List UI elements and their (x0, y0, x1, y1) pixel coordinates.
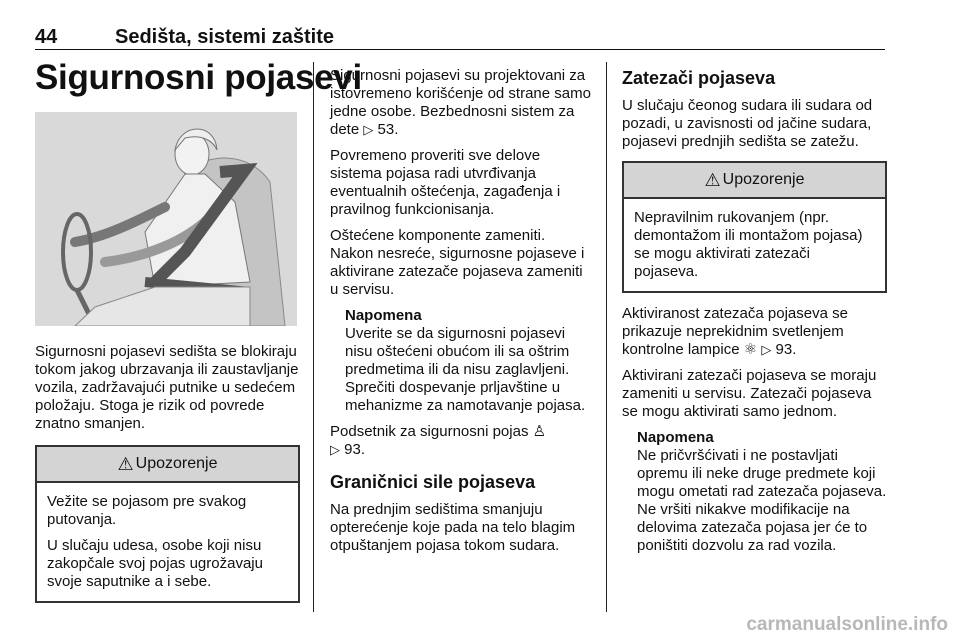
column-divider-1 (313, 62, 314, 612)
note-heading: Napomena (637, 429, 714, 446)
header-rule (35, 49, 885, 50)
subheading-force-limiters: Graničnici sile pojaseva (330, 472, 536, 492)
warning-triangle-icon: ⚠ (117, 454, 134, 474)
paragraph-reminder (330, 423, 592, 459)
warning-text-1: Vežite se pojasom pre svakog putovanja. (47, 493, 247, 528)
page-reference-icon: ▷ (761, 342, 772, 357)
paragraph-activated: Aktivirani zatezači pojaseva se moraju zameniti u servisu. Zatezači pojaseva se mogu aktivirati samo jednom. (622, 367, 877, 420)
page-number: 44 (35, 26, 58, 48)
warning-body (624, 199, 885, 291)
paragraph-tensioners: U slučaju čeonog sudara ili sudara od pozadi, u zavisnosti od jačine sudara, pojasevi prednjih sedišta se zatežu. (622, 97, 873, 150)
page-ref-93[interactable]: 93. (775, 341, 797, 358)
page-header (35, 26, 885, 48)
warning-header (37, 447, 298, 483)
paragraph-indicator (622, 305, 887, 359)
column-divider-2 (606, 62, 607, 612)
warning-box-2 (622, 161, 887, 293)
reminder-text: Podsetnik za sigurnosni pojas (330, 423, 529, 440)
note-text: Ne pričvršćivati i ne postavljati opremu ili neke druge predmete koji mogu ometati rad zatezača pojaseva. Ne vršiti nikakve modifikacije na delovima zatezača pojasa jer će to poništiti dozvolu za rad vozila. (637, 447, 887, 554)
warning-triangle-icon: ⚠ (704, 170, 721, 190)
section-title: Sedišta, sistemi zaštite (115, 26, 334, 48)
warning-title: Upozorenje (722, 171, 805, 188)
note-heading: Napomena (345, 307, 422, 324)
page-reference-icon: ▷ (363, 122, 374, 137)
seatbelt-illustration (35, 112, 297, 326)
note-text: Uverite se da sigurnosni pojasevi nisu oštećeni obućom ili sa oštrim predmetima ili da nisu zaglavljeni. Sprečiti dospevanje prljavštine u mehanizme za namotavanje pojasa. (345, 325, 586, 414)
note-box-1 (345, 307, 592, 415)
column-2 (330, 67, 592, 563)
page-reference-icon: ▷ (330, 442, 340, 457)
seatbelt-reminder-icon: ♙ (532, 423, 547, 440)
heading-tensioners: Zatezači pojaseva (622, 68, 776, 88)
page-title: Sigurnosni pojasevi (35, 58, 362, 97)
page-ref-93[interactable]: 93. (344, 441, 366, 458)
paragraph-force-limiters: Na prednjim sedištima smanjuju opterećenje koje pada na telo blagim otpuštanjem pojasa tokom sudara. (330, 501, 576, 554)
page-ref-53[interactable]: 53. (377, 121, 399, 138)
warning-title: Upozorenje (135, 455, 218, 472)
paragraph-check: Povremeno proveriti sve delove sistema pojasa radi utvrđivanja eventualnih oštećenja, zagađenja i pravilnog funkcionisanja. (330, 147, 561, 218)
paragraph-usage-text: Sigurnosni pojasevi su projektovani za istovremeno korišćenje od strane samo jedne osobe. Bezbednosni sistem za dete (330, 67, 591, 138)
column-3 (622, 67, 887, 563)
note-box-2 (637, 429, 887, 555)
indicator-text: Aktiviranost zatezača pojaseva se prikazuje neprekidnim svetlenjem kontrolne lampice (622, 305, 848, 358)
paragraph-replace: Oštećene komponente zameniti. Nakon nesreće, sigurnosne pojaseve i aktivirane zatezače pojaseva zameniti u servisu. (330, 227, 585, 298)
intro-paragraph: Sigurnosni pojasevi sedišta se blokiraju tokom jakog ubrzavanja ili zaustavljanje vozila, zadržavajući putnike u sedećem položaju. Stoga je rizik od povrede znatno smanjen. (35, 343, 299, 432)
warning-box-1 (35, 445, 300, 603)
column-1 (35, 343, 300, 603)
warning-header (624, 163, 885, 199)
watermark: carmanualsonline.info (746, 614, 948, 635)
warning-text: Nepravilnim rukovanjem (npr. demontažom ili montažom pojasa) se mogu aktivirati zatezači pojaseva. (634, 209, 863, 280)
warning-body (37, 483, 298, 601)
warning-text-2: U slučaju udesa, osobe koji nisu zakopčale svoj pojas ugrožavaju svoje saputnike a i sebe. (47, 537, 263, 590)
paragraph-usage (330, 67, 592, 139)
belt-tensioner-lamp-icon: ⚛ (743, 341, 758, 358)
